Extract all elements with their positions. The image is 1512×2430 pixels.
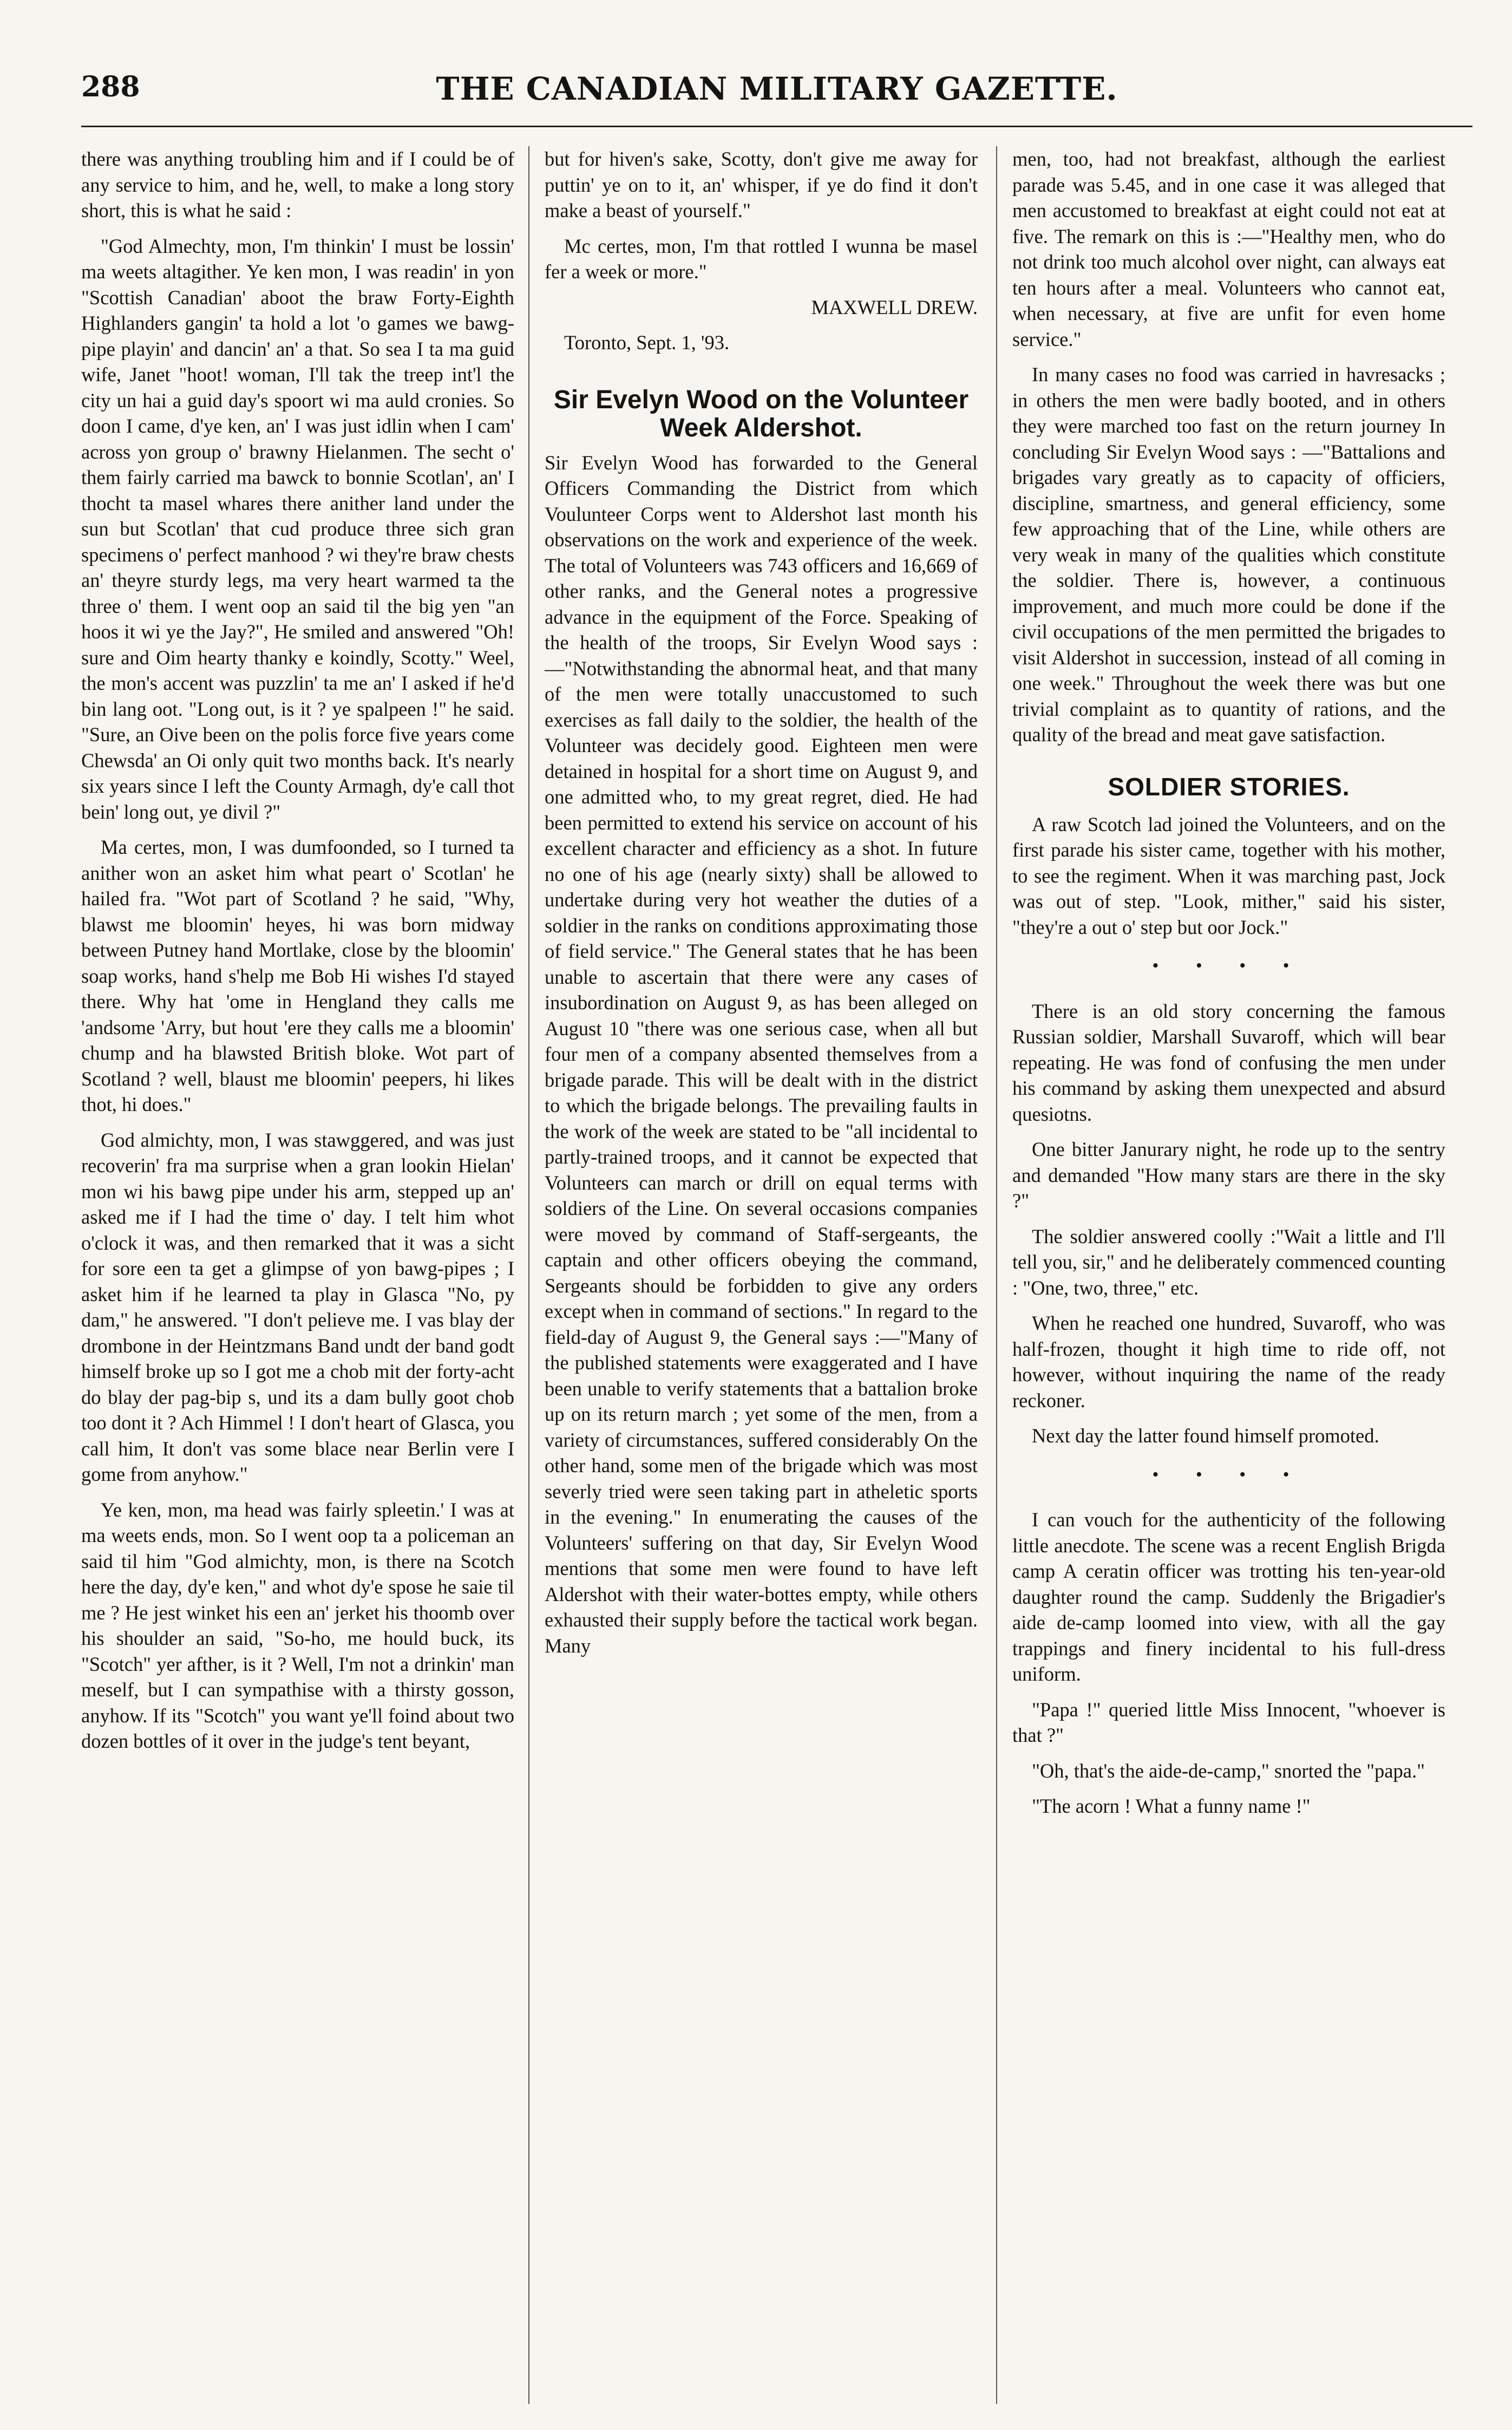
paragraph: One bitter Janurary night, he rode up to the sentry and demanded "How many stars are there in the sky ?" (1012, 1138, 1445, 1212)
paragraph: A raw Scotch lad joined the Volunteers, and on the first parade his sister came, together with his mother, to see the regiment. When it was marching past, Jock was out of step. "Look, mither," said his sister, "they're a out o' step but oor Jock." (1012, 813, 1445, 938)
article-headline: Sir Evelyn Wood on the Volunteer Week Aldershot. (553, 385, 969, 442)
paragraph: Ma certes, mon, I was dumfoonded, so I turned ta anither won an asket him what peart o' Scotlan' he hailed fra. "Wot part of Scotland ? he said, "Why, blawst me bloomin' heyes, hi was born midway between Putney hand Mortlake, close by the bloomin' soap works, hand s'help me Bob Hi wishes I'd stayed there. Why hat 'ome in Hengland they calls me 'andsome 'Arry, but hout 'ere they calls me a bloomin' chump and ha blawsted British bloke. Wot part of Scotland ? well, blaust me bloomin' peepers, hi likes thot, hi does." (81, 836, 514, 1115)
paragraph: Mc certes, mon, I'm that rottled I wunna be masel fer a week or more." (545, 234, 978, 283)
section-headline: SOLDIER STORIES. (1108, 772, 1350, 801)
story-separator: • • • • (1152, 956, 1306, 976)
paragraph: there was anything troubling him and if I could be of any service to him, and he, well, to make a long story short, this is what he said : (81, 148, 514, 221)
paragraph: In many cases no food was carried in havresacks ; in others the men were badly booted, and in others they were marched too fast on the return journey In concluding Sir Evelyn Wood says : —"Battalions and brigades vary greatly as to capacity of officiers, discipline, smartness, and general efficiency, some few approaching that of the Line, while others are very weak in many of the qualities which constitute the soldier. There is, however, a continuous improvement, and much more could be done if the civil occupations of the men permitted the brigades to visit Aldershot in succession, instead of all coming in one week." Throughout the week there was but one trivial complaint as to quantity of rations, and the quality of the bread and meat gave satisfaction. (1012, 363, 1445, 746)
signature-date: Toronto, Sept. 1, '93. (564, 331, 730, 354)
paragraph: I can vouch for the authenticity of the following little anecdote. The scene was a recent English Brigda camp A ceratin officer was trotting his ten-year-old daughter round the camp. Suddenly the Brigadier's aide de-camp loomed into view, with all the gay trappings and finery incidental to his full-dress uniform. (1012, 1508, 1445, 1685)
column-2 (545, 146, 978, 2404)
column-3 (1012, 146, 1445, 2404)
paragraph: men, too, had not breakfast, although the earliest parade was 5.45, and in one case it was alleged that men accustomed to breakfast at eight could not eat at five. The remark on this is :—"Healthy men, who do not drink too much alcohol over night, can always eat ten hours after a meal. Volunteers who cannot eat, when necessary, at five are unfit for even home service." (1012, 148, 1445, 350)
page-number: 288 (81, 70, 140, 103)
paragraph: Ye ken, mon, ma head was fairly spleetin.' I was at ma weets ends, mon. So I went oop ta a policeman an said til him "God almichty, mon, is there na Scotch here the day, dy'e ken," and whot dy'e spose he saie til me ? He jest winket his een an' jerket his thoomb over his shoulder an said, "So-ho, me hould buck, its "Scotch" yer afther, is it ? Well, I'm not a drinkin' man meself, but I can sympathise with a thirsty gosson, anyhow. If its "Scotch" you want ye'll foind about two dozen bottles of it over in the judge's tent beyant, (81, 1498, 514, 1752)
masthead (81, 66, 1472, 127)
story-separator: • • • • (1152, 1464, 1306, 1485)
paragraph: God almichty, mon, I was stawggered, and was just recoverin' fra ma surprise when a gran lookin Hielan' mon wi his bawg pipe under his arm, stepped up an' asked me if I had the time o' day. I telt him whot o'clock it was, and then remarked that it was a sicht for sore een ta get a glimpse of yon bawg-pipes ; I asket him if he learned ta play in Glasca "No, py dam," he answered. "I don't pelieve me. I vas blay der drombone in der Heintzmans Band undt der band godt himself broke up so I got me a chob mit der forty-acht do blay der pag-bip s, und its a dam bully goot chob too dont it ? Ach Himmel ! I don't heart of Glasca, you call him, It don't vas some blace near Berlin vere I gome from anyhow." (81, 1128, 514, 1485)
column-divider (996, 146, 997, 2404)
columns (81, 135, 1472, 2409)
paragraph: Sir Evelyn Wood has forwarded to the General Officers Commanding the District from which Voulunteer Corps went to Aldershot last month his observations on the work and experience of the week. The total of Volunteers was 743 officers and 16,669 of other ranks, and the General notes a progressive advance in the equipment of the Force. Speaking of the health of the troops, Sir Evelyn Wood says :—"Notwithstanding the abnormal heat, and that many of the men were totally unaccustomed to such exercises as fall daily to the soldier, the health of the Volunteer was decidely good. Eighteen men were detained in hospital for a short time on August 9, and one admitted who, to my great regret, died. He had been permitted to extend his service on account of his excellent character and efficiency as a shot. In future no one of his age (nearly sixty) shall be allowed to undertake during very hot weather the duties of a soldier in the ranks on conditions approximating those of field service." The General states that he has been unable to ascertain that there were any cases of insubordination on August 9, as has been alleged on August 10 "there was one serious case, when all but four men of a company absented themselves from a brigade parade. This will be dealt with in the district to which the brigade belongs. The prevailing faults in the work of the week are stated to be "all incidental to partly-trained troops, and it cannot be expected that Volunteers can march or drill on equal terms with soldiers of the Line. On several occasions companies were moved by command of Staff-sergeants, the captain and other officers obeying the command, Sergeants should be forbidden to give any orders except when in command of sections." In regard to the field-day of August 9, the General says :—"Many of the published statements were exaggerated and I have been unable to verify statements that a battalion broke up on its return march ; yet some of the men, from a variety of circumstances, suffered considerably On the other hand, some men of the brigade which was most severly tried were seen taking part in atheletic sports in the evening." In enumerating the causes of the Volunteers' suffering on that day, Sir Evelyn Wood mentions that some men were found to have left Aldershot with their water-bottes empty, while others exhausted their supply before the tactical work began. Many (545, 451, 978, 1657)
signature: MAXWELL DREW. (811, 296, 978, 318)
paragraph: "The acorn ! What a funny name !" (1032, 1795, 1311, 1817)
paragraph: The soldier answered coolly :"Wait a little and I'll tell you, sir," and he deliberately commenced counting : "One, two, three," etc. (1012, 1225, 1445, 1299)
paragraph: Next day the latter found himself promoted. (1032, 1425, 1379, 1447)
paragraph: When he reached one hundred, Suvaroff, who was half-frozen, thought it high time to ride off, not however, without inquiring the name of the ready reckoner. (1012, 1312, 1445, 1412)
column-1 (81, 146, 514, 2404)
paragraph: "Papa !" queried little Miss Innocent, "whoever is that ?" (1012, 1698, 1445, 1746)
paragraph: "Oh, that's the aide-de-camp," snorted the "papa." (1032, 1759, 1425, 1782)
paragraph: "God Almechty, mon, I'm thinkin' I must be lossin' ma weets altagither. Ye ken mon, I was readin' in yon "Scottish Canadian' aboot the braw Forty-Eighth Highlanders gangin' ta hold a lot 'o games we bawg-pipe playin' and dancin' an' a that. So sea I ta ma guid wife, Janet "hoot! woman, I'll tak the treep int'l the city un hai a guid day's spoort wi ma auld cronies. So doon I came, d'ye ken, an' I was just idlin when I cam' across yon group o' brawny Hielanmen. The secht o' them fairly carried ma bawck to bonnie Scotlan', an' I thocht ta masel whares there anither land under the sun but Scotlan' that cud produce three sich gran specimens o' perfect manhood ? wi they're braw chests an' theyre sturdy legs, ma very heart warmed ta the three o' them. I went oop an said til the big yen "an hoos it wi ye the Jay?", He smiled and answered "Oh! sure and Oim hearty thanky e koindly, Scotty." Weel, the mon's accent was puzzlin' ta me an' I asked if he'd bin lang oot. "Long out, is it ? ye spalpeen !" he said. "Sure, an Oive been on the polis force five years come Chewsda' an Oi only quit two months back. It's nearly six years since I left the County Armagh, dy'e call thot bein' long out, ye divil ?" (81, 234, 514, 823)
column-divider (528, 146, 529, 2404)
paragraph: but for hiven's sake, Scotty, don't give me away for puttin' ye on to it, an' whisper, if ye do find it don't make a beast of yourself." (545, 148, 978, 221)
newspaper-title: THE CANADIAN MILITARY GAZETTE. (436, 70, 1118, 107)
paragraph: There is an old story concerning the famous Russian soldier, Marshall Suvaroff, which will bear repeating. He was fond of confusing the men under his command by asking them unexpected and absurd quesiotns. (1012, 1000, 1445, 1125)
